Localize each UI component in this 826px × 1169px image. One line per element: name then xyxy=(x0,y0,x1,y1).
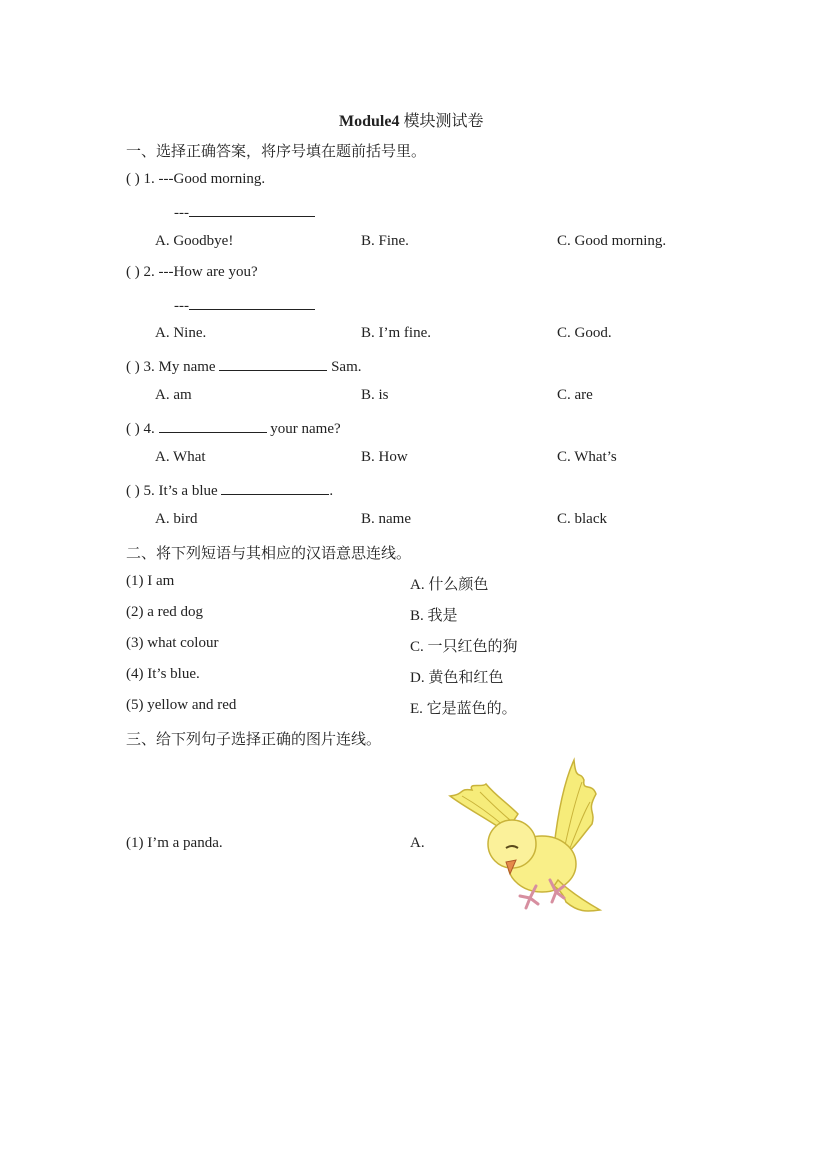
response-dashes: --- xyxy=(174,298,189,314)
section1-heading: 一、选择正确答案，将序号填在题前括号里。 xyxy=(126,144,427,160)
question-prompt-end: your name? xyxy=(270,421,341,437)
option-c: C. Good morning. xyxy=(557,233,667,249)
option-b: B. How xyxy=(361,449,408,465)
match-right-item[interactable]: D. 黄色和红色 xyxy=(410,670,504,686)
answer-bracket[interactable]: ( ) xyxy=(126,483,140,499)
match-left-item[interactable]: (2) a red dog xyxy=(126,604,204,620)
option-c: C. are xyxy=(557,387,593,403)
bird-svg xyxy=(446,752,606,917)
option-c: C. black xyxy=(557,511,607,527)
match-right-item[interactable]: A. 什么颜色 xyxy=(410,577,489,593)
option-c: C. What’s xyxy=(557,449,617,465)
question-5 xyxy=(126,480,333,500)
match-right-item[interactable]: B. 我是 xyxy=(410,608,458,624)
match-left-item[interactable]: (4) It’s blue. xyxy=(126,666,200,682)
question-1 xyxy=(126,171,265,188)
question-prompt: 5. It’s a blue xyxy=(143,483,218,499)
question-prompt: 4. xyxy=(143,421,155,437)
question-prompt-end: . xyxy=(329,483,334,499)
option-b: B. name xyxy=(361,511,411,527)
option-a: A. What xyxy=(155,449,206,465)
title-chinese: 模块测试卷 xyxy=(403,113,484,130)
answer-bracket[interactable]: ( ) xyxy=(126,264,140,280)
answer-blank[interactable] xyxy=(189,202,315,217)
question-prompt: 3. My name xyxy=(143,359,216,375)
question-prompt: 1. ---Good morning. xyxy=(143,171,266,187)
match-right-item[interactable]: E. 它是蓝色的。 xyxy=(410,701,517,717)
answer-bracket[interactable]: ( ) xyxy=(126,421,140,437)
question-2-response xyxy=(174,295,315,315)
picture-match-sentence[interactable]: (1) I’m a panda. xyxy=(126,835,223,851)
title-latin: Module4 xyxy=(339,113,400,130)
answer-blank[interactable] xyxy=(189,295,315,310)
option-a: A. Nine. xyxy=(155,325,207,341)
match-left-item[interactable]: (5) yellow and red xyxy=(126,697,237,713)
question-prompt: 2. ---How are you? xyxy=(143,264,258,280)
option-b: B. is xyxy=(361,387,389,403)
question-2 xyxy=(126,264,258,281)
answer-blank[interactable] xyxy=(221,480,329,495)
section2-heading: 二、将下列短语与其相应的汉语意思连线。 xyxy=(126,546,412,562)
question-prompt-end: Sam. xyxy=(331,359,362,375)
page-title xyxy=(339,108,483,131)
match-left-item[interactable]: (3) what colour xyxy=(126,635,219,651)
match-left-item[interactable]: (1) I am xyxy=(126,573,175,589)
option-b: B. Fine. xyxy=(361,233,409,249)
question-1-response xyxy=(174,202,315,222)
response-dashes: --- xyxy=(174,205,189,221)
picture-option-label[interactable]: A. xyxy=(410,835,425,851)
option-a: A. am xyxy=(155,387,192,403)
option-c: C. Good. xyxy=(557,325,612,341)
yellow-bird-icon[interactable] xyxy=(446,752,606,917)
option-a: A. bird xyxy=(155,511,198,527)
section3-heading: 三、给下列句子选择正确的图片连线。 xyxy=(126,732,382,748)
option-a: A. Goodbye! xyxy=(155,233,234,249)
question-4 xyxy=(126,418,341,438)
answer-blank[interactable] xyxy=(159,418,267,433)
question-3 xyxy=(126,356,362,376)
answer-bracket[interactable]: ( ) xyxy=(126,359,140,375)
answer-bracket[interactable]: ( ) xyxy=(126,171,140,187)
answer-blank[interactable] xyxy=(219,356,327,371)
option-b: B. I’m fine. xyxy=(361,325,431,341)
match-right-item[interactable]: C. 一只红色的狗 xyxy=(410,639,518,655)
